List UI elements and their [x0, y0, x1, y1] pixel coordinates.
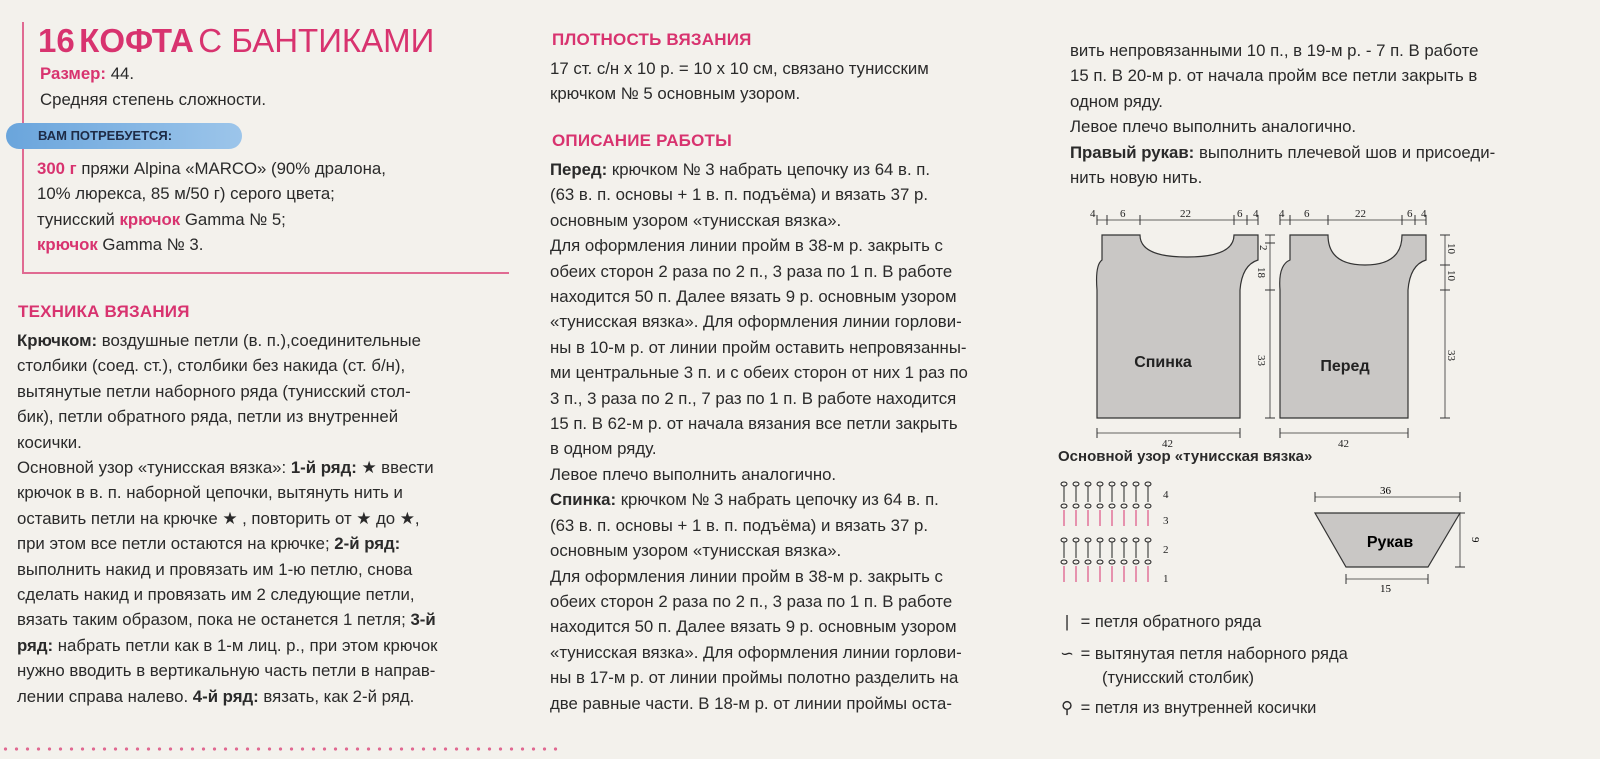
technique-line: сделать накид и провязать им 2 следующие петли,: [17, 585, 415, 605]
sleeve-schematic: [1310, 485, 1490, 595]
hook-word: крючок: [119, 209, 181, 229]
technique-line: столбики (соед. ст.), столбики без накида (ст. б/н),: [17, 356, 406, 376]
chain-loop-mark: [1061, 504, 1067, 508]
size-value: 44.: [106, 64, 135, 83]
size-line: [40, 61, 134, 86]
front-label: Перед:: [550, 160, 608, 179]
description-line: находится 50 п. Далее вязать 9 р. основным узором: [550, 617, 957, 637]
chain-loop-mark: [1085, 482, 1091, 486]
density-body: [550, 56, 1040, 107]
description-line: ны в 17-м р. от линии проймы полотно разделить на: [550, 668, 959, 688]
description-line: крючком № 3 набрать цепочку из 64 в. п.: [616, 490, 939, 510]
legend-row: [1058, 696, 1458, 720]
description-line: Для оформления линии пройм в 38-м р. закрыть с: [550, 236, 943, 256]
description-line: находится 50 п. Далее вязать 9 р. основным узором: [550, 287, 957, 307]
dim-top-2: 6: [1120, 208, 1126, 220]
description-line: (63 в. п. основы + 1 в. п. подъёма) и вязать 37 р.: [550, 185, 928, 205]
row2-label: 2-й ряд:: [334, 534, 401, 554]
description-line: Левое плечо выполнить аналогично.: [550, 464, 837, 484]
back-label: Спинка: [1134, 354, 1192, 371]
description-line: (63 в. п. основы + 1 в. п. подъёма) и вязать 37 р.: [550, 515, 928, 535]
description-line: ми центральные 3 п. и с обеих сторон от них 1 раз по: [550, 363, 968, 383]
chain-loop-mark: [1109, 560, 1115, 564]
technique-line: лении справа налево.: [17, 686, 193, 706]
chain-loop-mark: [1133, 560, 1139, 564]
crochet-label: Крючком:: [17, 331, 98, 350]
yarn-text-2: 10% люрекса, 85 м/50 г) серого цвета;: [37, 184, 335, 204]
title-word: КОФТА: [79, 22, 194, 59]
yarn-amount: 300 г: [37, 159, 77, 178]
col3-line: одном ряду.: [1070, 91, 1163, 111]
legend-text: = петля из внутренней косички: [1080, 699, 1317, 717]
col3-line: выполнить плечевой шов и присоеди-: [1194, 142, 1496, 162]
dim-right-3: 33: [1445, 350, 1457, 361]
pulled-loop-icon: ∽: [1060, 645, 1074, 663]
technique-line: воздушные петли (в. п.),соединительные: [97, 331, 421, 350]
chain-loop-mark: [1097, 560, 1103, 564]
row3-label: 3-й: [410, 610, 436, 630]
legend-row: [1058, 610, 1458, 642]
description-line: 3 п., 3 раза по 2 п., 7 раз по 1 п. В работе находится: [550, 388, 957, 408]
back-label: Спинка:: [550, 490, 617, 510]
chain-loop-mark: [1133, 504, 1139, 508]
technique-line: косички.: [17, 432, 82, 452]
sleeve-height: 9: [1469, 537, 1481, 543]
chain-loop-mark: [1133, 538, 1139, 542]
chain-loop-mark: [1121, 482, 1127, 486]
materials: [37, 156, 502, 258]
technique-line: при этом все петли остаются на крючке;: [17, 534, 335, 554]
description-line: «тунисская вязка». Для оформления линии горлови-: [550, 312, 962, 332]
sleeve-bottom: 15: [1380, 583, 1391, 595]
description-line: «тунисская вязка». Для оформления линии горлови-: [550, 642, 962, 662]
technique-line: вязать таким образом, пока не останется 1 петля;: [17, 610, 411, 630]
chain-loop-mark: [1085, 538, 1091, 542]
description-line: основным узором «тунисская вязка».: [550, 210, 842, 230]
dim-side-3: 33: [1255, 355, 1267, 366]
chain-loop-mark: [1121, 538, 1127, 542]
technique-line: оставить петли на крючке ★ , повторить от ★ до ★,: [17, 508, 420, 528]
dim-top-front-5: 4: [1421, 208, 1427, 220]
chain-loop-mark: [1085, 504, 1091, 508]
row-number: 2: [1163, 544, 1169, 556]
chain-loop-mark: [1109, 538, 1115, 542]
title-rest: С БАНТИКАМИ: [198, 22, 435, 59]
technique-heading: ТЕХНИКА ВЯЗАНИЯ: [18, 302, 190, 321]
chain-loop-mark: [1073, 504, 1079, 508]
dim-top-front-1: 4: [1279, 208, 1285, 220]
chain-loop-mark: [1145, 538, 1151, 542]
size-label: Размер:: [40, 64, 107, 83]
col3-line: Левое плечо выполнить аналогично.: [1070, 117, 1357, 137]
stitch-chart: [1058, 478, 1178, 598]
col3-line: 15 п. В 20-м р. от начала пройм все петли закрыть в: [1070, 66, 1478, 86]
legend-text: = петля обратного ряда: [1080, 613, 1262, 631]
difficulty-text: Средняя степень сложности.: [40, 90, 267, 109]
chain-loop-icon: ⚲: [1060, 699, 1074, 717]
technique-line: ★ ввести: [356, 458, 434, 478]
chain-loop-mark: [1073, 560, 1079, 564]
technique-line: бик), петли обратного ряда, петли из внутренней: [17, 407, 399, 427]
hook2-post: Gamma № 3.: [97, 235, 204, 255]
chain-loop-mark: [1085, 560, 1091, 564]
density-heading: ПЛОТНОСТЬ ВЯЗАНИЯ: [552, 30, 752, 49]
chain-loop-mark: [1109, 482, 1115, 486]
row-number: 1: [1163, 573, 1169, 585]
technique-line: крючок в в. п. наборной цепочки, вытянуть нить и: [17, 483, 403, 503]
dim-right-2: 10: [1445, 270, 1457, 281]
col3-line: нить новую нить.: [1070, 168, 1203, 188]
sleeve-label: Рукав: [1366, 534, 1414, 551]
density-line: 17 ст. с/н х 10 р. = 10 х 10 см, связано тунисским: [550, 59, 929, 78]
chain-loop-mark: [1061, 538, 1067, 542]
chain-loop-mark: [1097, 538, 1103, 542]
chain-loop-mark: [1133, 482, 1139, 486]
dim-top-3: 22: [1180, 208, 1191, 220]
front-width: 42: [1338, 438, 1349, 450]
technique-body: [17, 328, 507, 709]
legend-row: [1058, 642, 1458, 666]
tunisian-post: Gamma № 5;: [180, 209, 286, 229]
front-label: Перед: [1320, 358, 1370, 375]
section-border-horizontal: [22, 272, 509, 274]
technique-line: нужно вводить в вертикальную часть петли в направ-: [17, 661, 436, 681]
legend-text: (тунисский столбик): [1102, 669, 1254, 687]
dim-right-1: 10: [1445, 243, 1457, 254]
chain-loop-mark: [1073, 538, 1079, 542]
description-line: Для оформления линии пройм в 38-м р. закрыть с: [550, 566, 943, 586]
tunisian-pre: тунисский: [37, 209, 120, 229]
chain-loop-mark: [1061, 560, 1067, 564]
technique-line: набрать петли как в 1-м лиц. р., при этом крючок: [53, 635, 438, 655]
description-line: основным узором «тунисская вязка».: [550, 541, 842, 561]
description-line: ны в 10-м р. от линии пройм оставить непровязанны-: [550, 337, 967, 357]
chain-loop-mark: [1061, 482, 1067, 486]
sleeve-top: 36: [1380, 485, 1391, 497]
sleeve-label: Правый рукав:: [1070, 142, 1195, 162]
dim-top-front-3: 22: [1355, 208, 1366, 220]
chain-loop-mark: [1145, 504, 1151, 508]
description-line: обеих сторон 2 раза по 2 п., 3 раза по 1 п. В работе: [550, 591, 953, 611]
description-line: две равные части. В 18-м р. от линии проймы оста-: [550, 693, 952, 713]
dim-top-front-4: 6: [1407, 208, 1413, 220]
dim-top-front-2: 6: [1304, 208, 1310, 220]
row1-label: 1-й ряд:: [290, 458, 357, 478]
technique-line: выполнить накид и провязать им 1-ю петлю, снова: [17, 559, 413, 579]
density-line: крючком № 5 основным узором.: [550, 84, 801, 104]
legend: [1058, 610, 1458, 720]
technique-line: вязать, как 2-й ряд.: [258, 686, 415, 706]
chain-loop-mark: [1121, 504, 1127, 508]
chain-loop-mark: [1073, 482, 1079, 486]
dotted-divider: [0, 746, 560, 752]
return-loop-icon: |: [1064, 613, 1070, 631]
chain-loop-mark: [1097, 482, 1103, 486]
description-heading: ОПИСАНИЕ РАБОТЫ: [552, 131, 732, 150]
description-line: в одном ряду.: [550, 439, 657, 459]
description-line: крючком № 3 набрать цепочку из 64 в. п.: [607, 160, 931, 179]
row4-label: 4-й ряд:: [192, 686, 259, 706]
description-line: обеих сторон 2 раза по 2 п., 3 раза по 1 п. В работе: [550, 261, 953, 281]
chain-loop-mark: [1145, 560, 1151, 564]
dim-side-2: 18: [1255, 267, 1267, 278]
col3-line: вить непровязанными 10 п., в 19-м р. - 7 п. В работе: [1070, 41, 1479, 60]
yarn-text: пряжи Alpina «MARCO» (90% дралона,: [76, 159, 386, 178]
chain-loop-mark: [1145, 482, 1151, 486]
back-piece: [1097, 235, 1258, 418]
needs-pill: ВАМ ПОТРЕБУЕТСЯ:: [6, 123, 242, 149]
pattern-title: Основной узор «тунисская вязка»: [1058, 448, 1313, 465]
chain-loop-mark: [1121, 560, 1127, 564]
dim-top-4: 6: [1237, 208, 1243, 220]
back-width: 42: [1162, 438, 1173, 450]
hook2-word: крючок: [37, 235, 98, 255]
page-title: [38, 22, 434, 60]
front-piece: [1280, 235, 1426, 418]
chain-loop-mark: [1109, 504, 1115, 508]
garment-schematic: [1060, 205, 1500, 455]
pattern-number: 16: [38, 22, 75, 59]
col3-body: [1070, 38, 1585, 190]
row3-label-2: ряд:: [17, 635, 54, 655]
description-line: 15 п. В 62-м р. от начала вязания все петли закрыть: [550, 414, 958, 434]
dim-top-5: 4: [1253, 208, 1259, 220]
dim-side-1: 2: [1257, 245, 1269, 251]
chain-loop-mark: [1097, 504, 1103, 508]
technique-line: Основной узор «тунисская вязка»:: [17, 458, 291, 478]
row-number: 3: [1163, 515, 1169, 527]
technique-line: вытянутые петли наборного ряда (тунисский стол-: [17, 381, 411, 401]
description-body: [550, 157, 1045, 716]
legend-text: = вытянутая петля наборного ряда: [1080, 645, 1348, 663]
row-number: 4: [1163, 489, 1169, 501]
dim-top-1: 4: [1090, 208, 1096, 220]
